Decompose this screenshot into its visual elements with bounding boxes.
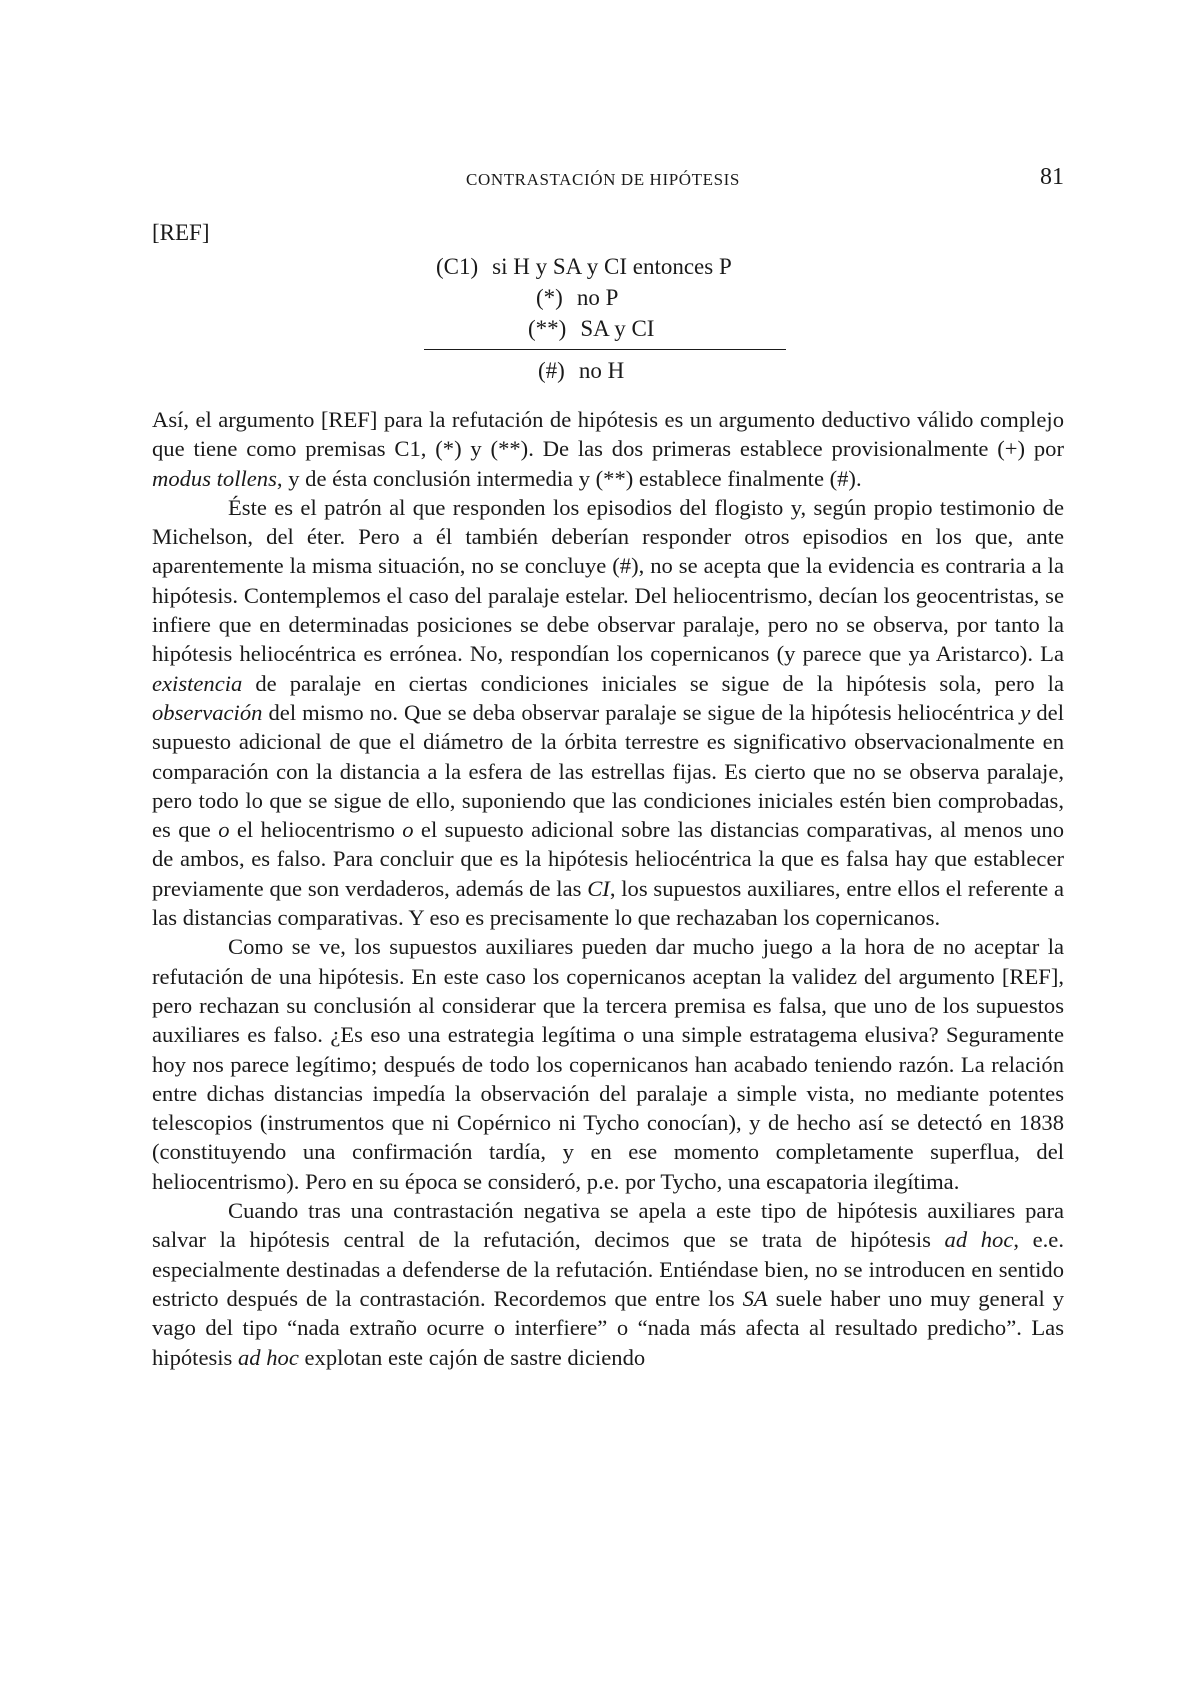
premise-tag: (C1) bbox=[436, 254, 479, 279]
conclusion-text: no H bbox=[578, 358, 625, 383]
premise-text: si H y SA y CI entonces P bbox=[492, 254, 732, 279]
premise-tag: (**) bbox=[528, 316, 567, 341]
paragraph-1: Así, el argumento [REF] para la refutación de hipótesis es un argumento deductivo válido complejo que tiene como premisas C1, (*) y (**). De las dos primeras establece provisionalmente (+) por modus tollens, y de ésta conclusión intermedia y (**) establece finalmente (#). bbox=[152, 407, 1064, 491]
paragraph-3: Como se ve, los supuestos auxiliares pueden dar mucho juego a la hora de no aceptar la refutación de una hipótesis. En este caso los copernicanos aceptan la validez del argumento [REF], pero rechazan su conclusión al considerar que la tercera premisa es falsa, que uno de los supuestos auxiliares es falso. ¿Es eso una estrategia legítima o una simple estratagema elusiva? Seguramente hoy nos parece legítimo; después de todo los copernicanos han acabado teniendo razón. La relación entre dichas distancias impedía la observación del paralaje a simple vista, no mediante potentes telescopios (instrumentos que ni Copérnico ni Tycho conocían), y de hecho así se detectó en 1838 (constituyendo una confirmación tardía, y en ese momento completamente superflua, del heliocentrismo). Pero en su época se consideró, p.e. por Tycho, una escapatoria ilegítima. bbox=[152, 934, 1064, 1194]
conclusion bbox=[538, 356, 624, 386]
premise-double-star bbox=[528, 314, 654, 344]
premise-c1 bbox=[436, 252, 732, 282]
page-number: 81 bbox=[1040, 164, 1064, 190]
conclusion-tag: (#) bbox=[538, 358, 565, 383]
premise-star bbox=[536, 283, 618, 313]
paragraph-4: Cuando tras una contrastación negativa se apela a este tipo de hipótesis auxiliares para salvar la hipótesis central de la refutación, decimos que se trata de hipótesis ad hoc, e.e. especialmente destinadas a defenderse de la refutación. Entiéndase bien, no se introducen en sentido estricto después de la contrastación. Recordemos que entre los SA suele haber uno muy general y vago del tipo “nada extraño ocurre o interfiere” o “nada más afecta al resultado predicho”. Las hipótesis ad hoc explotan este cajón de sastre diciendo bbox=[152, 1198, 1064, 1370]
premise-text: SA y CI bbox=[580, 316, 655, 341]
premise-text: no P bbox=[576, 285, 619, 310]
argument-label: [REF] bbox=[152, 220, 210, 245]
body-text bbox=[152, 405, 1064, 1372]
premise-tag: (*) bbox=[536, 285, 563, 310]
inference-line bbox=[424, 349, 786, 350]
running-head: CONTRASTACIÓN DE HIPÓTESIS bbox=[466, 170, 740, 189]
paragraph-2: Éste es el patrón al que responden los episodios del flogisto y, según propio testimonio de Michelson, del éter. Pero a él también deberían responder otros episodios en los que, ante aparentemente la misma situación, no se concluye (#), no se acepta que la evidencia es contraria a la hipótesis. Contemplemos el caso del paralaje estelar. Del heliocentrismo, decían los geocentristas, se infiere que en determinadas posiciones se debe observar paralaje, pero no se observa, por tanto la hipótesis heliocéntrica es errónea. No, respondían los copernicanos (y parece que ya Aristarco). La existencia de paralaje en ciertas condiciones iniciales se sigue de la hipótesis sola, pero la observación del mismo no. Que se deba observar paralaje se sigue de la hipótesis heliocéntrica y del supuesto adicional de que el diámetro de la órbita terrestre es significativo observacionalmente en comparación con la distancia a la esfera de las estrellas fijas. Es cierto que no se observa paralaje, pero todo lo que se sigue de ello, suponiendo que las condiciones iniciales estén bien comprobadas, es que o el heliocentrismo o el supuesto adicional sobre las distancias comparativas, al menos uno de ambos, es falso. Para concluir que es la hipótesis heliocéntrica la que es falsa hay que establecer previamente que son verdaderos, además de las CI, los supuestos auxiliares, entre ellos el referente a las distancias comparativas. Y eso es precisamente lo que rechazaban los copernicanos. bbox=[152, 494, 1065, 931]
